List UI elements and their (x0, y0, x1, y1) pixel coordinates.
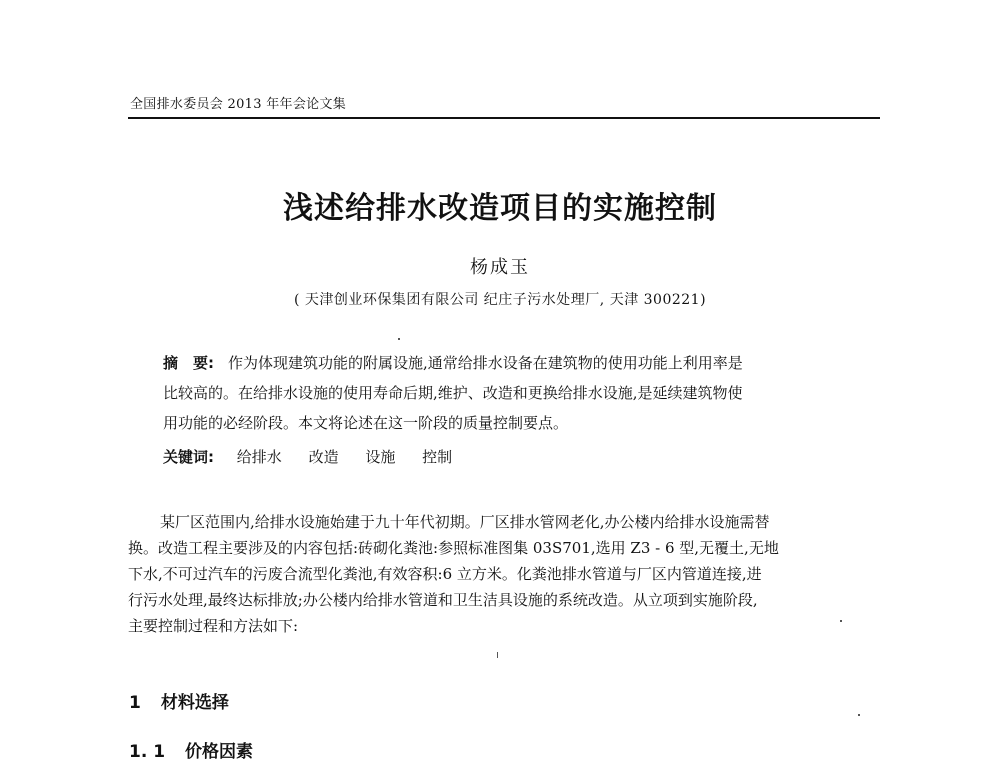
scan-speck (497, 652, 498, 658)
body-line: 主要控制过程和方法如下: (128, 617, 299, 635)
scan-speck (840, 620, 842, 622)
abstract-label: 摘 要: (163, 354, 214, 372)
scan-speck (858, 714, 860, 716)
subsection-title: 价格因素 (185, 742, 254, 762)
author-affiliation: ( 天津创业环保集团有限公司 纪庄子污水处理厂, 天津 300221) (293, 292, 707, 308)
keywords-label: 关键词: (163, 448, 214, 466)
keyword-item: 给排水 (236, 448, 282, 466)
author-name: 杨成玉 (470, 257, 530, 278)
body-line: 下水,不可过汽车的污废合流型化粪池,有效容积:6 立方米。化粪池排水管道与厂区内管道连接,进 (128, 565, 762, 583)
abstract-line: 用功能的必经阶段。本文将论述在这一阶段的质量控制要点。 (163, 414, 569, 432)
keyword-item: 设施 (365, 448, 396, 466)
section-number: 1 (129, 693, 141, 713)
paper-title: 浅述给排水改造项目的实施控制 (283, 191, 717, 226)
keywords (163, 446, 474, 467)
section-title: 材料选择 (160, 693, 229, 713)
subsection-number: 1. 1 (129, 742, 166, 762)
scan-speck (398, 338, 400, 340)
abstract-line: 比较高的。在给排水设施的使用寿命后期,维护、改造和更换给排水设施,是延续建筑物使 (163, 384, 743, 402)
header-rule (128, 117, 880, 119)
abstract-line (163, 348, 853, 378)
abstract-text: 作为体现建筑功能的附属设施,通常给排水设备在建筑物的使用功能上利用率是 (228, 354, 743, 372)
body-line: 某厂区范围内,给排水设施始建于九十年代初期。厂区排水管网老化,办公楼内给排水设施需替 (160, 513, 770, 531)
keyword-item: 改造 (308, 448, 339, 466)
keyword-item: 控制 (422, 448, 453, 466)
body-line: 行污水处理,最终达标排放;办公楼内给排水管道和卫生洁具设施的系统改造。从立项到实施阶段, (128, 591, 758, 609)
body-line: 换。改造工程主要涉及的内容包括:砖砌化粪池:参照标准图集 03S701,选用 Z3 - 6 型,无覆土,无地 (128, 539, 779, 557)
abstract (163, 348, 853, 438)
running-header: 全国排水委员会 2013 年年会论文集 (130, 97, 347, 112)
body-paragraph (128, 509, 884, 639)
section-heading (129, 688, 229, 713)
